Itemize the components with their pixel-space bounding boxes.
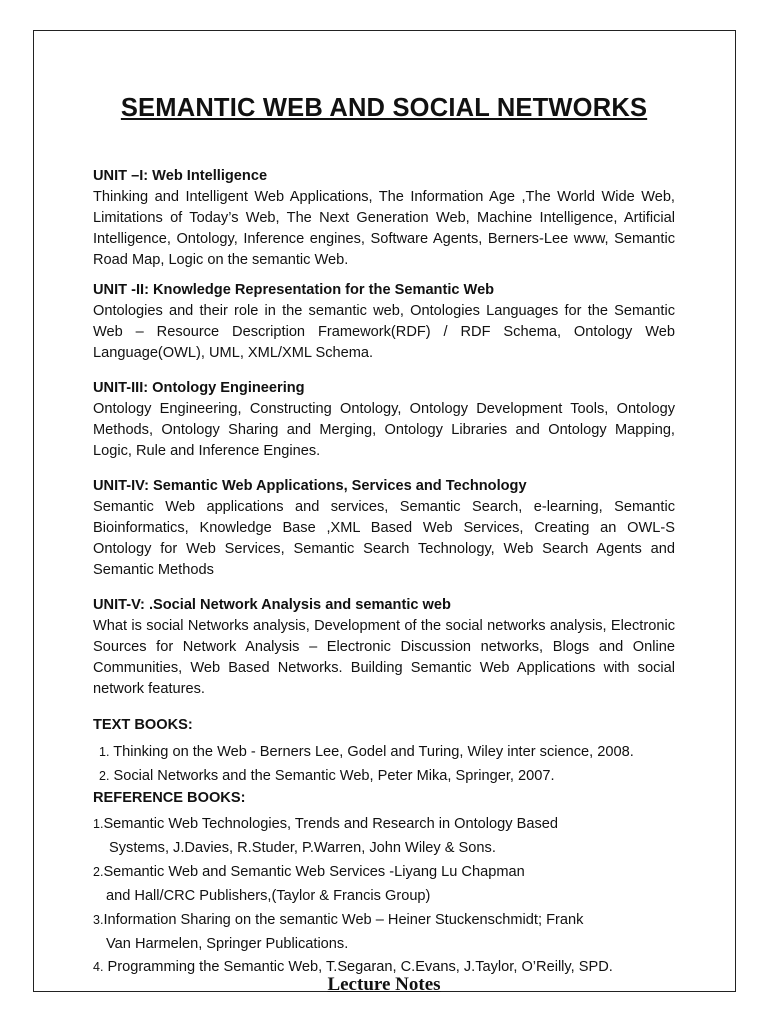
unit-body: Thinking and Intelligent Web Applications, The Information Age ,The World Wide Web, Limitations of Today’s Web, The Next Generation Web, Machine Intelligence, Artificial Intelligence, Ontology, Inference engines, Software Agents, Berners-Lee www, Semantic Road Map, Logic on the semantic Web.: [93, 189, 675, 268]
item-text: Van Harmelen, Springer Publications.: [106, 936, 349, 952]
item-text: Thinking on the Web - Berners Lee, Godel and Turing, Wiley inter science, 2008.: [113, 744, 634, 760]
unit-2: [93, 280, 675, 364]
item-number: 4.: [93, 960, 104, 974]
unit-4: [93, 476, 675, 581]
item-text: Programming the Semantic Web, T.Segaran, C.Evans, J.Taylor, O’Reilly, SPD.: [107, 959, 613, 975]
unit-body: Semantic Web applications and services, Semantic Search, e-learning, Semantic Bioinformatics, Knowledge Base ,XML Based Web Services, Creating an OWL-S Ontology for Web Services, Semantic Search Technology, Web Search Agents and Semantic Methods: [93, 499, 675, 578]
unit-heading: UNIT-V: .Social Network Analysis and semantic web: [93, 597, 451, 613]
item-text: Semantic Web Technologies, Trends and Research in Ontology Based: [103, 816, 559, 832]
unit-5: [93, 595, 675, 700]
item-number: 2.: [99, 769, 110, 783]
item-number: 2.: [93, 865, 104, 879]
item-text: Semantic Web and Semantic Web Services -Liyang Lu Chapman: [103, 864, 525, 880]
item-text: Information Sharing on the semantic Web – Heiner Stuckenschmidt; Frank: [103, 912, 584, 928]
reference-book-item: [93, 860, 675, 884]
item-text: and Hall/CRC Publishers,(Taylor & Francis Group): [106, 888, 431, 904]
unit-heading: UNIT-IV: Semantic Web Applications, Services and Technology: [93, 478, 527, 494]
footer-lecture-notes: Lecture Notes: [327, 974, 441, 995]
reference-book-item-continued: [93, 884, 675, 908]
reference-book-item: [93, 908, 675, 932]
item-number: 1.: [99, 745, 110, 759]
text-books-section: [93, 715, 675, 788]
text-book-item: [93, 764, 675, 788]
unit-body: Ontology Engineering, Constructing Ontology, Ontology Development Tools, Ontology Methods, Ontology Sharing and Merging, Ontology Libraries and Ontology Mapping, Logic, Rule and Inference Engines.: [93, 401, 675, 459]
reference-book-item-continued: [93, 836, 675, 860]
item-number: 1.: [93, 817, 104, 831]
syllabus-content: [93, 166, 675, 978]
item-text: Systems, J.Davies, R.Studer, P.Warren, John Wiley & Sons.: [109, 840, 496, 856]
text-books-heading: TEXT BOOKS:: [93, 717, 193, 733]
unit-body: Ontologies and their role in the semantic web, Ontologies Languages for the Semantic Web – Resource Description Framework(RDF) / RDF Schema, Ontology Web Language(OWL), UML, XML/XML Schema.: [93, 303, 675, 361]
reference-books-heading: REFERENCE BOOKS:: [93, 790, 246, 806]
text-book-item: [93, 740, 675, 764]
unit-heading: UNIT –I: Web Intelligence: [93, 168, 268, 184]
reference-book-item-continued: [93, 932, 675, 956]
reference-books-section: [93, 788, 675, 978]
unit-heading: UNIT -II: Knowledge Representation for the Semantic Web: [93, 282, 495, 298]
item-number: 3.: [93, 913, 104, 927]
reference-book-item: [93, 812, 675, 836]
item-text: Social Networks and the Semantic Web, Peter Mika, Springer, 2007.: [113, 768, 555, 784]
unit-3: [93, 378, 675, 462]
unit-1: [93, 166, 675, 271]
page-title: SEMANTIC WEB AND SOCIAL NETWORKS: [120, 94, 648, 122]
unit-body: What is social Networks analysis, Development of the social networks analysis, Electronic Sources for Network Analysis – Electronic Discussion networks, Blogs and Online Communities, Web Based Networks. Building Semantic Web Applications with social network features.: [93, 618, 675, 697]
unit-heading: UNIT-III: Ontology Engineering: [93, 380, 305, 396]
